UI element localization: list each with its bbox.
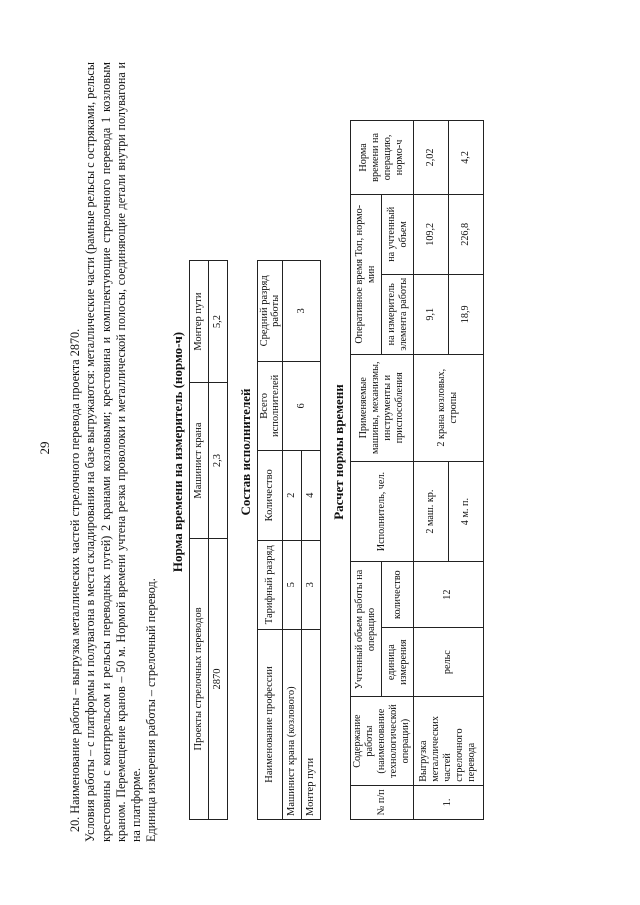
calc-row-per-element: 9,1 (413, 274, 448, 354)
table-row (282, 261, 301, 820)
staff-header-total: Всего исполнителей (257, 361, 282, 450)
calc-row-per-element: 18,9 (448, 274, 483, 354)
calc-row-norm: 4,2 (448, 121, 483, 195)
calc-row-per-volume: 226,8 (448, 194, 483, 274)
staff-avg-grade: 3 (282, 261, 320, 362)
calc-header-per-element: на измеритель элемента работы (382, 274, 414, 354)
calc-header-qty: количество (382, 562, 414, 627)
norm-table (189, 260, 228, 820)
norm-header-crane-operator: Машинист крана (189, 383, 208, 539)
calc-row-executor: 2 маш. кр. (413, 461, 448, 562)
staff-profession: Машинист крана (козлового) (282, 629, 301, 819)
calc-section-title: Расчет нормы времени (330, 384, 346, 520)
calc-row-executor: 4 м. п. (448, 461, 483, 562)
calc-row-content: Выгрузка металлических частей стрелочного перевода (413, 697, 483, 785)
staff-count: 2 (282, 451, 301, 540)
calc-header-norm: Норма времени на операцию, нормо-ч (350, 121, 413, 195)
norm-cell-crane-operator: 2,3 (208, 383, 227, 539)
calc-row-per-volume: 109,2 (413, 194, 448, 274)
calc-row-unit: рельс (413, 627, 483, 697)
norm-cell-track-worker: 5,2 (208, 261, 227, 383)
staff-total: 6 (282, 361, 320, 450)
calc-header-executor: Исполнитель, чел. (350, 461, 413, 562)
staff-grade: 5 (282, 540, 301, 629)
page-number: 29 (37, 441, 52, 455)
work-conditions-paragraph: Условия работы – с платформы и полувагона в места складирования на базе выгружаются: металлические части (рамные рельсы с остряками, рельсы крестовины с контррельсом и рельсы переводных путей) 2 кранами козловыми; крестовина и комплектующие стрелочного перевода 1 козловым краном. Перемещение кранов – 50 м. Нормой времени учтена резка проволоки и металлической полосы, соединяющие детали внутри полувагона и на платформе. (83, 62, 144, 842)
staff-section-title: Состав исполнителей (237, 388, 253, 516)
work-description (68, 62, 160, 842)
norm-header-track-worker: Монтер пути (189, 261, 208, 383)
staff-count: 4 (301, 451, 320, 540)
calc-row-num: 1. (413, 785, 483, 819)
work-title-paragraph: 20. Наименование работы – выгрузка металлических частей стрелочного перевода проекта 2870. (68, 328, 82, 832)
staff-grade: 3 (301, 540, 320, 629)
calc-row-qty: 12 (413, 562, 483, 627)
calc-table (350, 120, 484, 820)
calc-row-norm: 2,02 (413, 121, 448, 195)
norm-section-title: Норма времени на измеритель (нормо-ч) (169, 331, 185, 573)
calc-row-machines: 2 крана козловых, стропы (413, 354, 483, 461)
table-row (413, 121, 448, 820)
staff-header-avg-grade: Средний разряд работы (257, 261, 282, 362)
calc-header-per-volume: на учтенный объем (382, 194, 414, 274)
staff-header-profession: Наименование профессии (257, 629, 282, 819)
norm-header-projects: Проекты стрелочных переводов (189, 538, 208, 819)
calc-header-machines: Применяемые машины, механизмы, инструменты и приспособления (350, 354, 413, 461)
rotated-page-content (68, 62, 613, 842)
calc-header-content: Содержание работы (наименование технологической операции) (350, 697, 413, 785)
calc-header-optime: Оперативное время Топ, нормо-мин (350, 194, 382, 354)
calc-header-unit: единица измерения (382, 627, 414, 697)
staff-table (257, 260, 321, 820)
norm-cell-project: 2870 (208, 538, 227, 819)
staff-header-count: Количество (257, 451, 282, 540)
calc-header-num: № п/п (350, 785, 413, 819)
unit-paragraph: Единица измерения работы – стрелочный перевод. (144, 578, 159, 842)
calc-header-volume: Учтенный объем работы на операцию (350, 562, 382, 697)
staff-header-grade: Тарифный разряд (257, 540, 282, 629)
staff-profession: Монтер пути (301, 629, 320, 819)
